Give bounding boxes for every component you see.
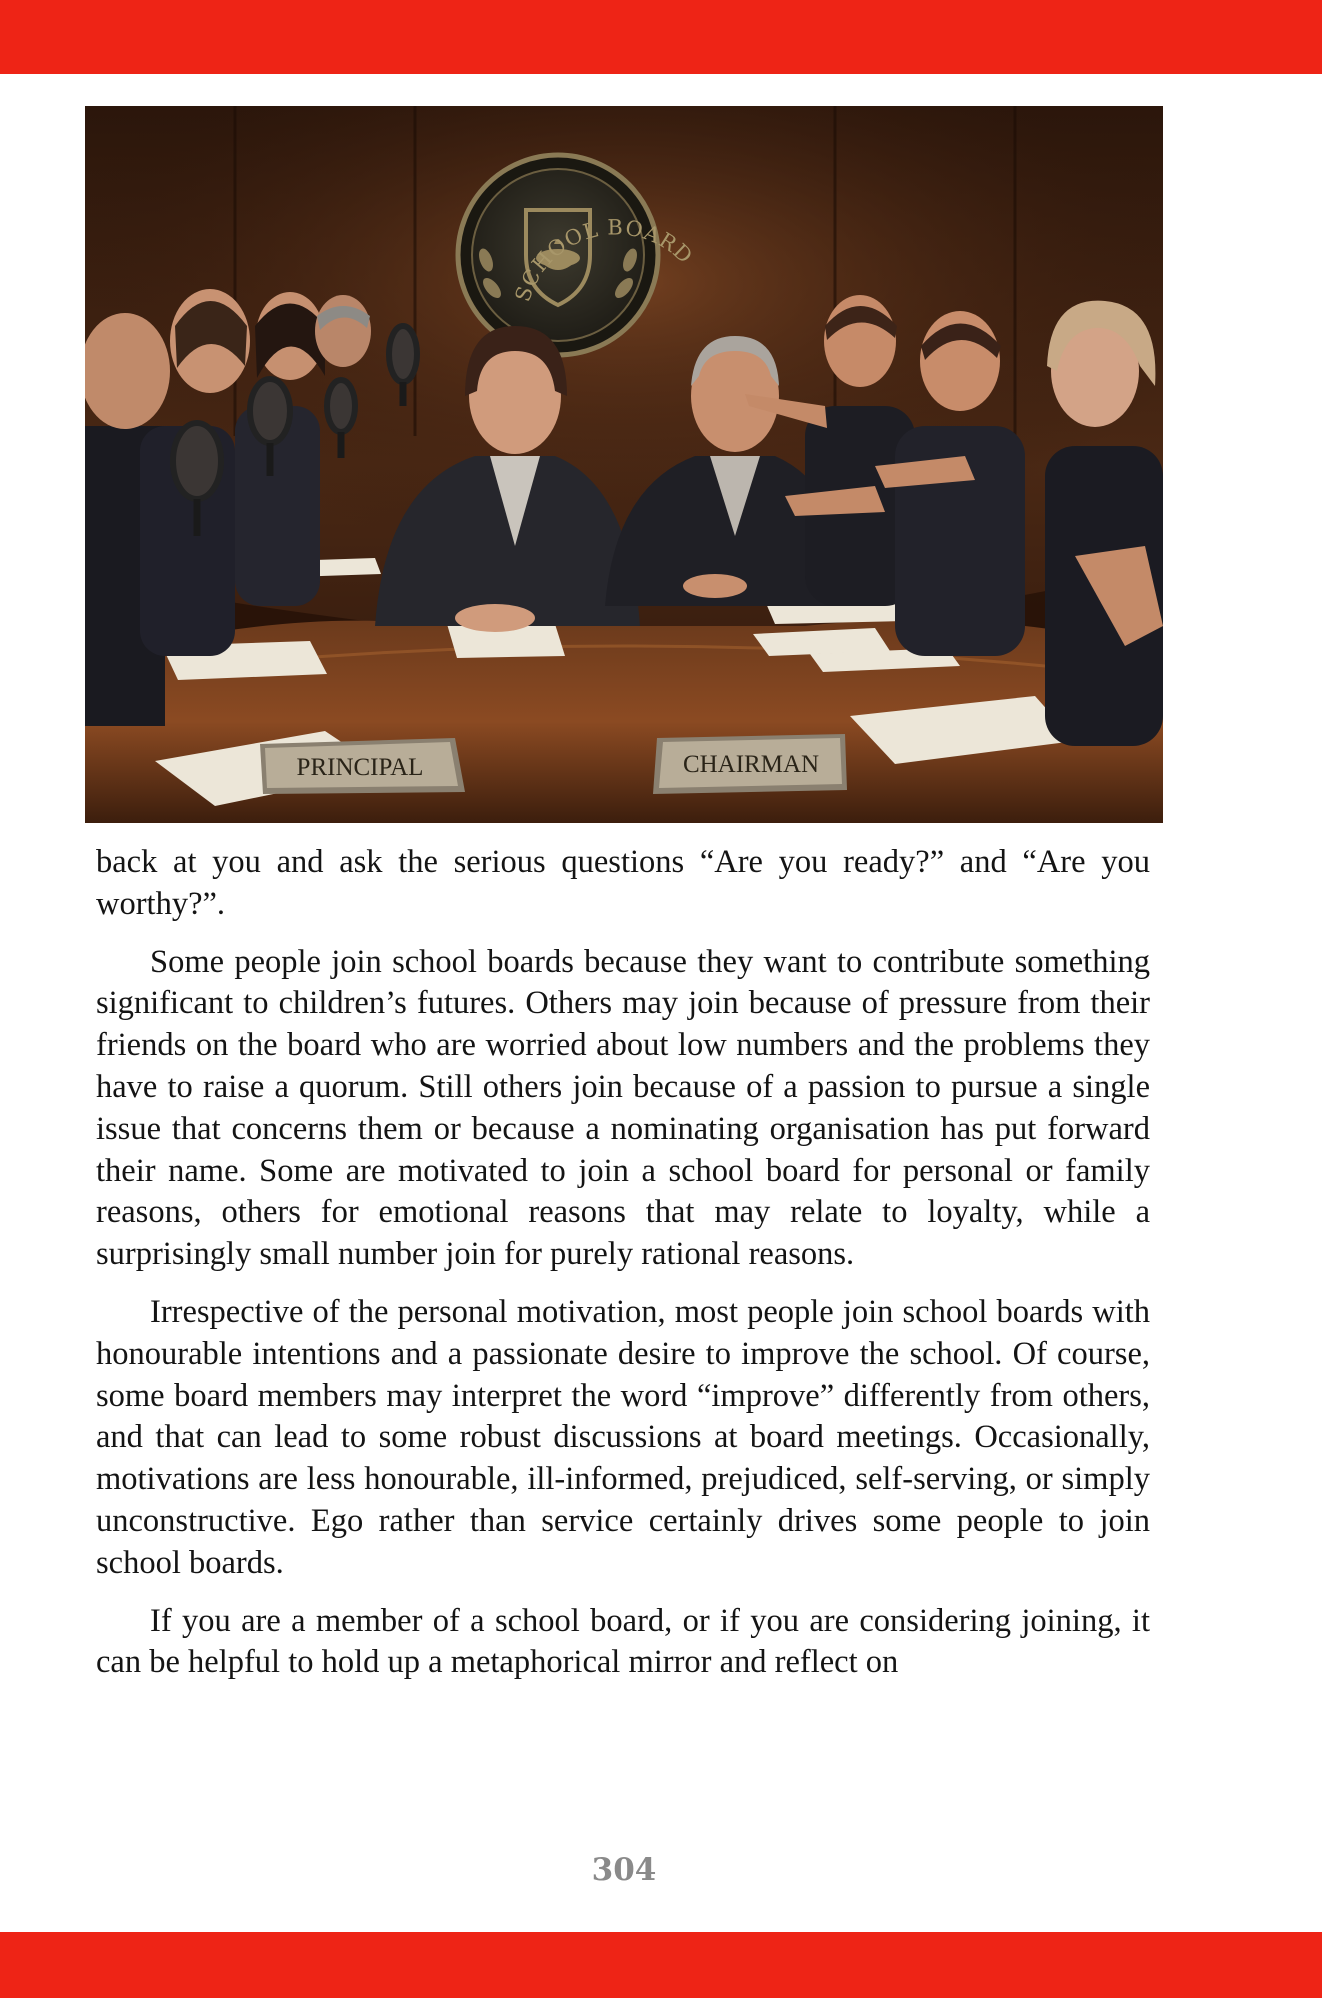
nameplate-principal-label: PRINCIPAL bbox=[296, 754, 424, 781]
emblem-text: SCHOOL BOARD bbox=[510, 215, 698, 305]
nameplate-chairman bbox=[653, 734, 847, 794]
school-board-illustration bbox=[85, 106, 1163, 823]
body-text bbox=[96, 842, 1150, 1700]
nameplate-principal bbox=[260, 738, 465, 794]
paragraph-4: If you are a member of a school board, or if you are considering joining, it can be helpful to hold up a metaphorical mirror and reflect on bbox=[96, 1602, 1150, 1681]
paragraph-1: back at you and ask the serious questions “Are you ready?” and “Are you worthy?”. bbox=[96, 844, 1150, 922]
top-red-band bbox=[0, 0, 1322, 74]
paragraph-3: Irrespective of the personal motivation, most people join school boards with honourable intentions and a passionate desire to improve the school. Of course, some board members may interpret the word “improve” differently from others, and that can lead to some robust discussions at board meetings. Occasionally, motivations are less honourable, ill-informed, prejudiced, self-serving, or simply unconstructive. Ego rather than service certainly drives some people to join school boards. bbox=[96, 1293, 1150, 1581]
bottom-red-band bbox=[0, 1932, 1322, 1998]
paragraph-2: Some people join school boards because they want to contribute something significant to children’s futures. Others may join because of pressure from their friends on the board who are worried about low numbers and the problems they have to raise a quorum. Still others join because of a passion to pursue a single issue that concerns them or because a nominating organisation has put forward their name. Some are motivated to join a school board for personal or family reasons, others for emotional reasons that may relate to loyalty, while a surprisingly small number join for purely rational reasons. bbox=[96, 943, 1150, 1273]
page-number: 304 bbox=[591, 1852, 657, 1888]
nameplate-chairman-label: CHAIRMAN bbox=[682, 751, 820, 778]
